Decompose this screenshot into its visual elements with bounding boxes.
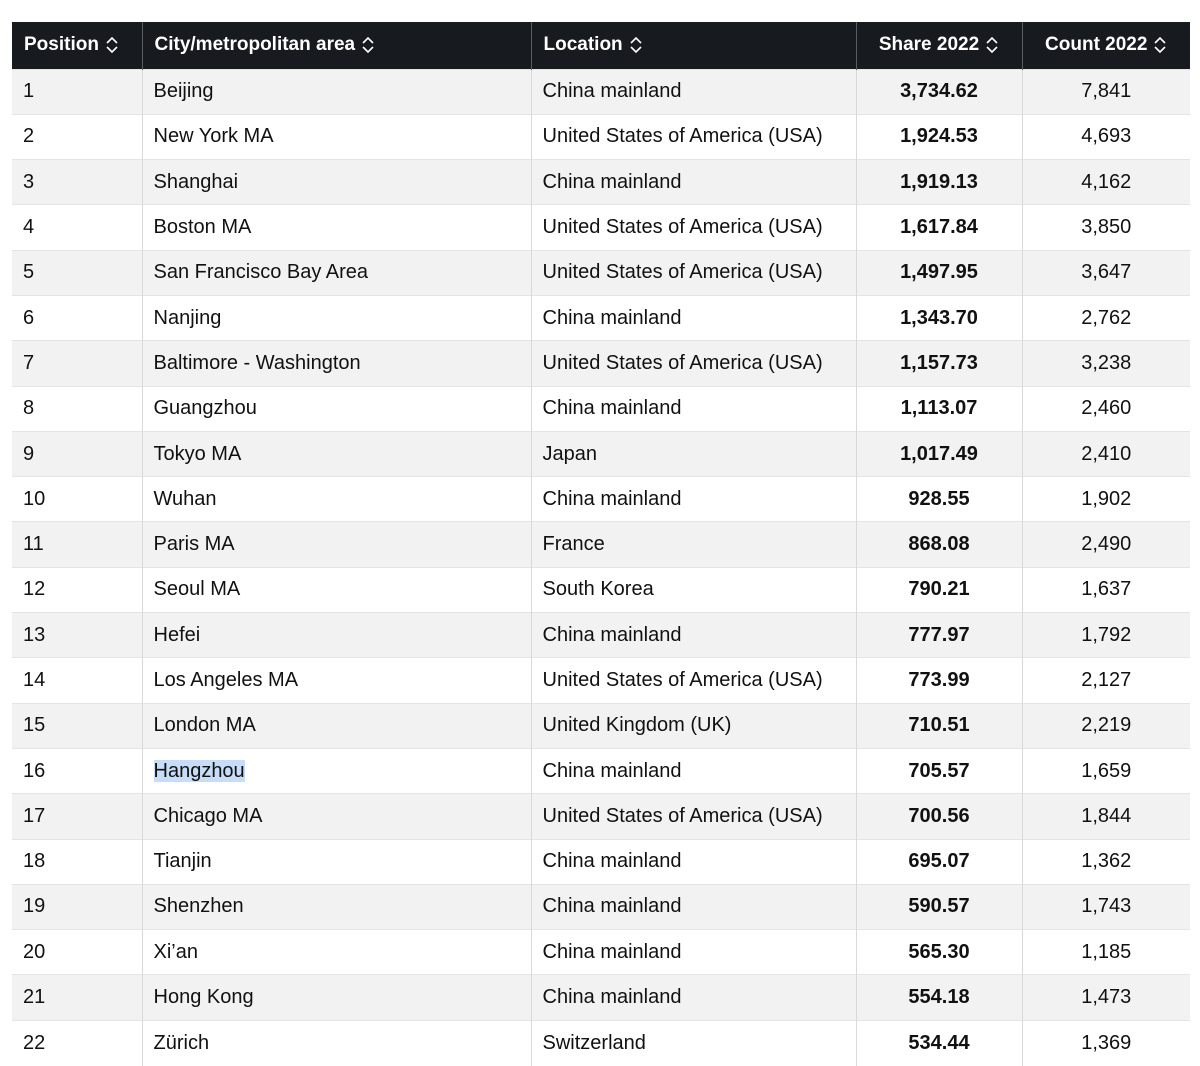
cell-location: China mainland xyxy=(531,975,856,1020)
cell-city: Wuhan xyxy=(142,477,531,522)
cell-count: 4,693 xyxy=(1022,114,1190,159)
cell-share: 565.30 xyxy=(856,930,1022,975)
table-header xyxy=(12,22,1190,69)
cell-share: 1,343.70 xyxy=(856,295,1022,340)
cell-position: 22 xyxy=(12,1020,142,1065)
table-row xyxy=(12,295,1190,340)
cell-city: Paris MA xyxy=(142,522,531,567)
cell-count: 1,369 xyxy=(1022,1020,1190,1065)
cell-location: China mainland xyxy=(531,884,856,929)
cell-city: Zürich xyxy=(142,1020,531,1065)
cell-position: 2 xyxy=(12,114,142,159)
cell-city: Tokyo MA xyxy=(142,431,531,476)
cell-position: 16 xyxy=(12,748,142,793)
column-header-count[interactable] xyxy=(1022,22,1190,69)
cell-share: 695.07 xyxy=(856,839,1022,884)
column-header-label: Position xyxy=(24,34,99,56)
cell-city: Seoul MA xyxy=(142,567,531,612)
ranking-table-container xyxy=(12,22,1190,1066)
column-header-label: Location xyxy=(543,34,623,56)
table-row xyxy=(12,386,1190,431)
column-header-share[interactable] xyxy=(856,22,1022,69)
cell-share: 790.21 xyxy=(856,567,1022,612)
cell-count: 7,841 xyxy=(1022,69,1190,114)
column-header-label: City/metropolitan area xyxy=(154,34,356,56)
cell-count: 1,792 xyxy=(1022,613,1190,658)
table-row xyxy=(12,975,1190,1020)
cell-position: 11 xyxy=(12,522,142,567)
cell-location: United States of America (USA) xyxy=(531,794,856,839)
cell-share: 868.08 xyxy=(856,522,1022,567)
cell-count: 2,762 xyxy=(1022,295,1190,340)
cell-position: 6 xyxy=(12,295,142,340)
cell-city: Los Angeles MA xyxy=(142,658,531,703)
table-row xyxy=(12,930,1190,975)
cell-share: 1,113.07 xyxy=(856,386,1022,431)
cell-share: 1,919.13 xyxy=(856,160,1022,205)
table-row xyxy=(12,794,1190,839)
cell-city: Beijing xyxy=(142,69,531,114)
cell-share: 3,734.62 xyxy=(856,69,1022,114)
cell-city: San Francisco Bay Area xyxy=(142,250,531,295)
cell-location: China mainland xyxy=(531,477,856,522)
cell-location: France xyxy=(531,522,856,567)
cell-location: China mainland xyxy=(531,613,856,658)
cell-position: 17 xyxy=(12,794,142,839)
cell-count: 1,659 xyxy=(1022,748,1190,793)
cell-city: New York MA xyxy=(142,114,531,159)
sort-icon[interactable] xyxy=(105,35,119,55)
cell-city: Hong Kong xyxy=(142,975,531,1020)
cell-location: China mainland xyxy=(531,69,856,114)
cell-city: Shanghai xyxy=(142,160,531,205)
sort-icon[interactable] xyxy=(1153,35,1167,55)
cell-city: Shenzhen xyxy=(142,884,531,929)
cell-count: 1,362 xyxy=(1022,839,1190,884)
cell-count: 2,490 xyxy=(1022,522,1190,567)
cell-share: 700.56 xyxy=(856,794,1022,839)
sort-icon[interactable] xyxy=(985,35,999,55)
cell-count: 4,162 xyxy=(1022,160,1190,205)
table-row xyxy=(12,250,1190,295)
cell-city: Chicago MA xyxy=(142,794,531,839)
cell-count: 1,637 xyxy=(1022,567,1190,612)
table-row xyxy=(12,69,1190,114)
column-header-location[interactable] xyxy=(531,22,856,69)
ranking-table xyxy=(12,22,1190,1066)
table-row xyxy=(12,613,1190,658)
cell-count: 1,185 xyxy=(1022,930,1190,975)
cell-count: 2,410 xyxy=(1022,431,1190,476)
cell-share: 1,924.53 xyxy=(856,114,1022,159)
table-row xyxy=(12,477,1190,522)
cell-location: United States of America (USA) xyxy=(531,114,856,159)
cell-position: 3 xyxy=(12,160,142,205)
cell-city: Baltimore - Washington xyxy=(142,341,531,386)
cell-location: United States of America (USA) xyxy=(531,250,856,295)
cell-share: 928.55 xyxy=(856,477,1022,522)
cell-position: 19 xyxy=(12,884,142,929)
cell-count: 1,902 xyxy=(1022,477,1190,522)
table-row xyxy=(12,703,1190,748)
cell-city: Hefei xyxy=(142,613,531,658)
cell-position: 14 xyxy=(12,658,142,703)
cell-position: 1 xyxy=(12,69,142,114)
cell-location: United States of America (USA) xyxy=(531,341,856,386)
table-row xyxy=(12,1020,1190,1065)
cell-location: United States of America (USA) xyxy=(531,205,856,250)
cell-location: China mainland xyxy=(531,930,856,975)
cell-position: 18 xyxy=(12,839,142,884)
cell-city: Tianjin xyxy=(142,839,531,884)
cell-count: 3,238 xyxy=(1022,341,1190,386)
cell-share: 554.18 xyxy=(856,975,1022,1020)
cell-city: Xi’an xyxy=(142,930,531,975)
cell-position: 7 xyxy=(12,341,142,386)
cell-count: 2,219 xyxy=(1022,703,1190,748)
cell-location: Switzerland xyxy=(531,1020,856,1065)
table-row xyxy=(12,748,1190,793)
cell-position: 12 xyxy=(12,567,142,612)
table-row xyxy=(12,658,1190,703)
cell-location: China mainland xyxy=(531,386,856,431)
selected-text-highlight: Hangzhou xyxy=(153,759,245,782)
sort-icon[interactable] xyxy=(361,35,375,55)
table-body xyxy=(12,69,1190,1066)
cell-position: 20 xyxy=(12,930,142,975)
cell-count: 2,127 xyxy=(1022,658,1190,703)
cell-share: 590.57 xyxy=(856,884,1022,929)
cell-share: 705.57 xyxy=(856,748,1022,793)
cell-position: 21 xyxy=(12,975,142,1020)
column-header-position[interactable] xyxy=(12,22,142,69)
cell-share: 777.97 xyxy=(856,613,1022,658)
cell-share: 1,497.95 xyxy=(856,250,1022,295)
cell-position: 8 xyxy=(12,386,142,431)
cell-count: 1,743 xyxy=(1022,884,1190,929)
cell-count: 1,844 xyxy=(1022,794,1190,839)
cell-location: Japan xyxy=(531,431,856,476)
table-row xyxy=(12,839,1190,884)
cell-position: 5 xyxy=(12,250,142,295)
table-row xyxy=(12,205,1190,250)
cell-share: 1,157.73 xyxy=(856,341,1022,386)
cell-city xyxy=(142,748,531,793)
cell-location: China mainland xyxy=(531,160,856,205)
column-header-label: Count 2022 xyxy=(1045,34,1148,56)
table-row xyxy=(12,567,1190,612)
cell-position: 9 xyxy=(12,431,142,476)
cell-position: 13 xyxy=(12,613,142,658)
cell-count: 2,460 xyxy=(1022,386,1190,431)
column-header-city[interactable] xyxy=(142,22,531,69)
cell-city: Boston MA xyxy=(142,205,531,250)
cell-location: China mainland xyxy=(531,295,856,340)
table-row xyxy=(12,431,1190,476)
cell-count: 1,473 xyxy=(1022,975,1190,1020)
cell-location: United States of America (USA) xyxy=(531,658,856,703)
cell-position: 10 xyxy=(12,477,142,522)
cell-location: China mainland xyxy=(531,839,856,884)
cell-share: 1,617.84 xyxy=(856,205,1022,250)
sort-icon[interactable] xyxy=(629,35,643,55)
cell-city: Guangzhou xyxy=(142,386,531,431)
cell-count: 3,850 xyxy=(1022,205,1190,250)
cell-count: 3,647 xyxy=(1022,250,1190,295)
table-row xyxy=(12,114,1190,159)
cell-location: China mainland xyxy=(531,748,856,793)
cell-share: 710.51 xyxy=(856,703,1022,748)
cell-location: South Korea xyxy=(531,567,856,612)
cell-share: 773.99 xyxy=(856,658,1022,703)
column-header-label: Share 2022 xyxy=(878,34,980,56)
table-row xyxy=(12,341,1190,386)
table-row xyxy=(12,884,1190,929)
cell-location: United Kingdom (UK) xyxy=(531,703,856,748)
cell-share: 1,017.49 xyxy=(856,431,1022,476)
cell-share: 534.44 xyxy=(856,1020,1022,1065)
table-row xyxy=(12,522,1190,567)
cell-position: 15 xyxy=(12,703,142,748)
cell-city: Nanjing xyxy=(142,295,531,340)
cell-city: London MA xyxy=(142,703,531,748)
table-row xyxy=(12,160,1190,205)
cell-position: 4 xyxy=(12,205,142,250)
